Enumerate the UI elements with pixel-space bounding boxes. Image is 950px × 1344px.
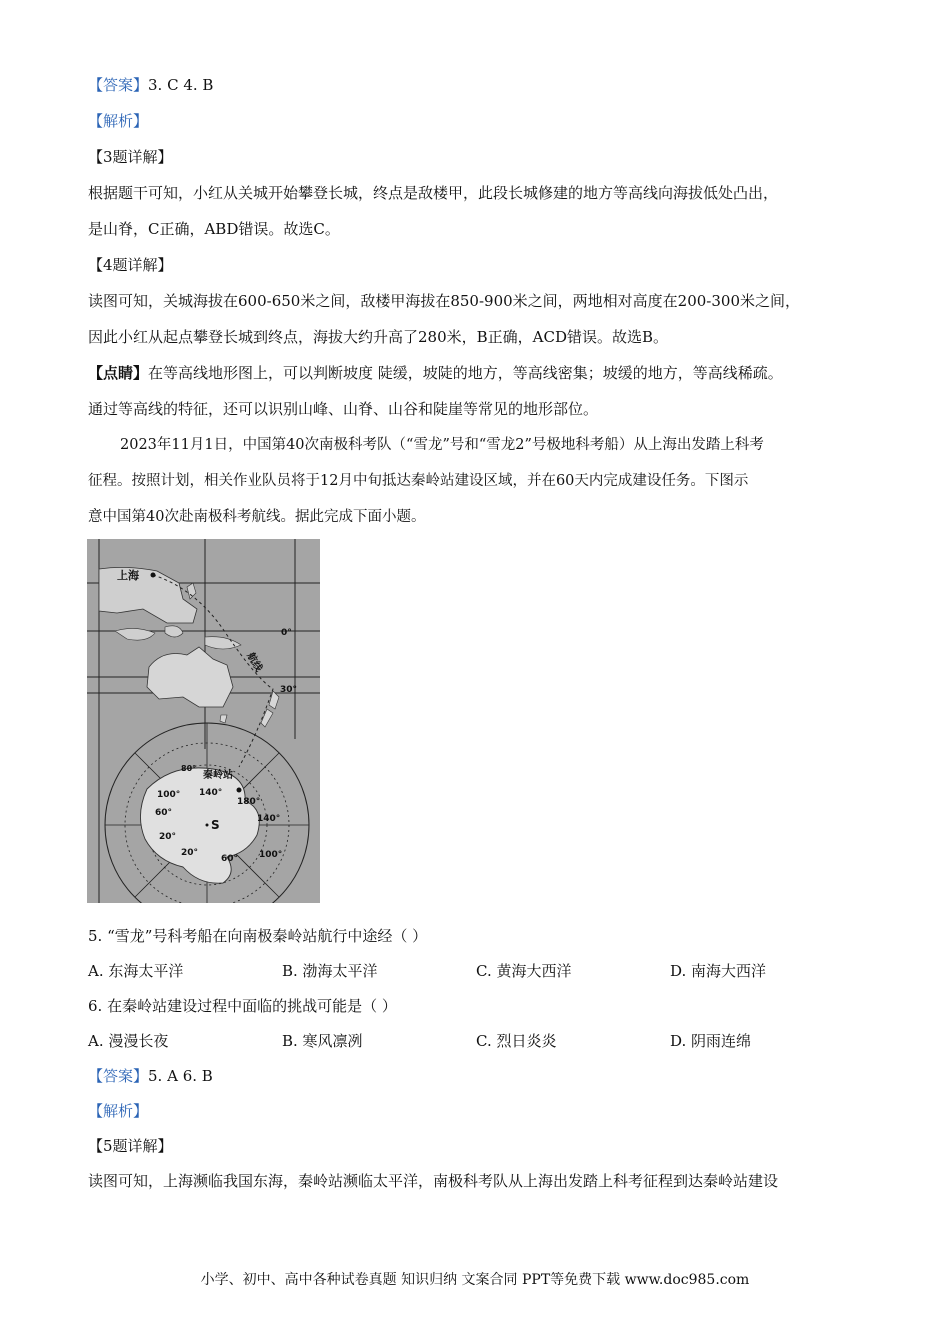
label-60a: 60° [155,808,173,818]
q4-detail-line-1: 读图可知，关城海拔在600-650米之间，敌楼甲海拔在850-900米之间，两地相对高度在200-300米之间， [88,292,800,310]
page-footer: 小学、初中、高中各种试卷真题 知识归纳 文案合同 PPT等免费下载 www.doc985.com [200,1272,750,1288]
answer-text: 3. C 4. B [148,76,214,94]
q3-heading: 【3题详解】 [88,148,173,166]
q6-option-d: D. 阴雨连绵 [670,1032,752,1050]
label-100b: 100° [259,850,283,860]
analysis-tag-1: 【解析】 [88,112,149,130]
label-s: S [211,818,220,832]
answer-line-2 [88,1066,213,1086]
q6-option-c: C. 烈日炎炎 [476,1032,557,1050]
q3-detail-line-2: 是山脊，C正确，ABD错误。故选C。 [88,220,340,238]
label-100a: 100° [157,790,181,800]
intro-line-1: 2023年11月1日，中国第40次南极科考队（“雪龙”号和“雪龙2”号极地科考船）从上海出发踏上科考 [120,437,764,453]
label-shanghai: 上海 [117,569,139,582]
label-station: 秦岭站 [203,770,233,781]
answer-tag: 【答案】 [88,76,149,94]
q5-option-b: B. 渤海太平洋 [282,962,378,980]
tip-text-1: 在等高线地形图上，可以判断坡度 陡缓，坡陡的地方，等高线密集；坡缓的地方，等高线稀疏。 [148,364,783,382]
analysis-tag-2: 【解析】 [88,1102,149,1120]
q6-stem: 6. 在秦岭站建设过程中面临的挑战可能是（ ） [88,997,397,1015]
label-20b: 20° [181,848,199,858]
label-route: 航线 [244,651,264,674]
q5-stem: 5. “雪龙”号科考船在向南极秦岭站航行中途经（ ） [88,927,428,945]
label-140a: 140° [199,788,223,798]
label-60b: 60° [221,854,239,864]
intro-line-3: 意中国第40次赴南极科考航线。据此完成下面小题。 [88,509,426,525]
tip-line-2: 通过等高线的特征，还可以识别山峰、山脊、山谷和陡崖等常见的地形部位。 [88,400,599,418]
q5-option-a: A. 东海太平洋 [88,962,184,980]
answer-line-1 [88,75,213,95]
label-20a: 20° [159,832,177,842]
tip-tag: 【点睛】 [88,364,149,382]
answer-tag-2: 【答案】 [88,1067,149,1085]
label-lat-30: 30° [280,685,298,695]
intro-line-2: 征程。按照计划，相关作业队员将于12月中旬抵达秦岭站建设区域，并在60天内完成建设任务。下图示 [88,473,749,489]
q5-detail-line-1: 读图可知，上海濒临我国东海，秦岭站濒临太平洋，南极科考队从上海出发踏上科考征程到达秦岭站建设 [88,1172,779,1190]
tip-line-1 [88,363,783,383]
q6-option-b: B. 寒风凛冽 [282,1032,363,1050]
q3-detail-line-1: 根据题干可知，小红从关城开始攀登长城，终点是敌楼甲，此段长城修建的地方等高线向海拔低处凸出， [88,184,779,202]
route-map-labels [87,539,320,903]
answer-text-2: 5. A 6. B [148,1067,213,1085]
label-180: 180° [237,797,261,807]
q6-option-a: A. 漫漫长夜 [88,1032,169,1050]
label-140b: 140° [257,814,281,824]
route-map-figure [87,539,320,903]
q5-option-c: C. 黄海大西洋 [476,962,572,980]
q5-detail-heading: 【5题详解】 [88,1137,173,1155]
label-lat-0: 0° [281,628,292,638]
q5-option-d: D. 南海大西洋 [670,962,767,980]
q4-detail-line-2: 因此小红从起点攀登长城到终点，海拔大约升高了280米，B正确，ACD错误。故选B。 [88,328,669,346]
label-80: 80° [181,764,197,773]
q4-heading: 【4题详解】 [88,256,173,274]
